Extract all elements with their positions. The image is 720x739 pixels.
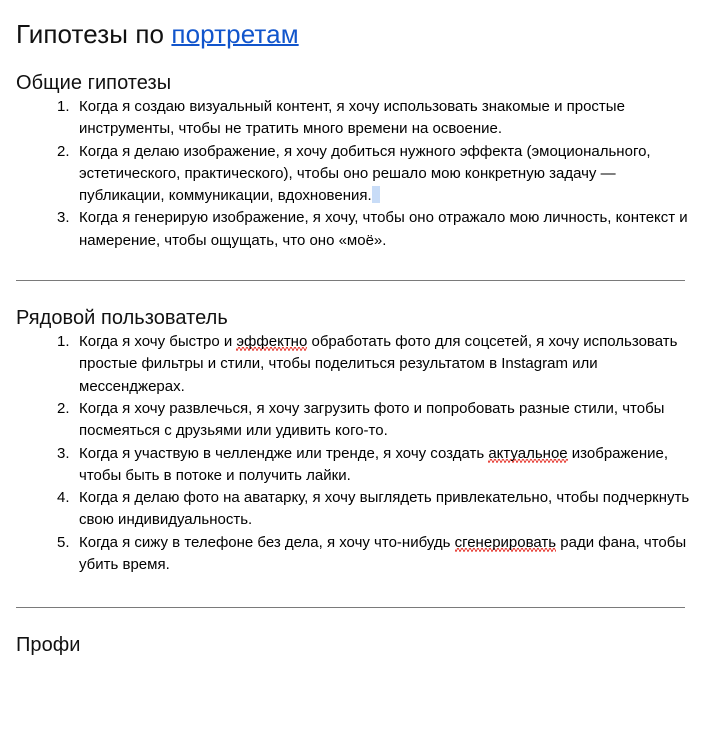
portraits-link[interactable]: портретам [171, 19, 299, 49]
list-item [79, 207, 704, 252]
list-item-text: Когда я хочу быстро и [79, 333, 237, 351]
text-selection-highlight[interactable] [372, 186, 380, 203]
list-item-text: Когда я участвую в челлендже или тренде, я хочу создать [79, 444, 489, 462]
list-item-text: Когда я делаю фото на аватарку, я хочу выглядеть привлекательно, чтобы подчеркнуть свою индивидуальность. [79, 489, 690, 529]
common-hypotheses-list [16, 96, 704, 252]
regular-user-hypotheses-list [16, 331, 704, 576]
list-item-text: Когда я делаю изображение, я хочу добиться нужного эффекта (эмоционального, эстетического, практического), чтобы оно решало мою конкретную задачу — публикации, коммуникации, вдохновения. [79, 142, 651, 205]
list-item [79, 443, 704, 488]
list-item-text-cont: обработать фото для соцсетей, я хочу использовать простые фильтры и стили, чтобы поделиться результатом в Instagram или мессенджерах. [79, 333, 678, 395]
list-item-text: Когда я генерирую изображение, я хочу, чтобы оно отражало мою личность, контекст и намерение, чтобы ощущать, что оно «моё». [79, 209, 688, 249]
page-title-text: Гипотезы по [16, 19, 172, 49]
misspelled-word[interactable]: сгенерировать [454, 533, 557, 551]
list-item [79, 487, 704, 532]
list-item-text: Когда я создаю визуальный контент, я хочу использовать знакомые и простые инструменты, чтобы не тратить много времени на освоение. [79, 98, 625, 138]
list-item [79, 532, 704, 577]
list-item-text-cont: ради фана, чтобы убить время. [79, 533, 687, 574]
list-item [79, 141, 704, 208]
list-item-text-cont: изображение, чтобы быть в потоке и получить лайки. [79, 444, 669, 484]
section-heading-pro: Профи [16, 634, 81, 657]
list-item [79, 398, 704, 443]
list-item [79, 331, 704, 398]
list-item-text: Когда я хочу развлечься, я хочу загрузить фото и попробовать разные стили, чтобы посмеяться с друзьями или удивить кого-то. [79, 399, 665, 440]
section-heading-regular-user: Рядовой пользователь [16, 307, 228, 330]
section-heading-common-hypotheses: Общие гипотезы [16, 72, 172, 94]
misspelled-word[interactable]: эффектно [236, 333, 308, 351]
misspelled-word[interactable]: актуальное [488, 444, 568, 462]
list-item-text: Когда я сижу в телефоне без дела, я хочу что-нибудь [79, 533, 455, 551]
page-title [16, 0, 704, 50]
list-item [79, 96, 704, 141]
